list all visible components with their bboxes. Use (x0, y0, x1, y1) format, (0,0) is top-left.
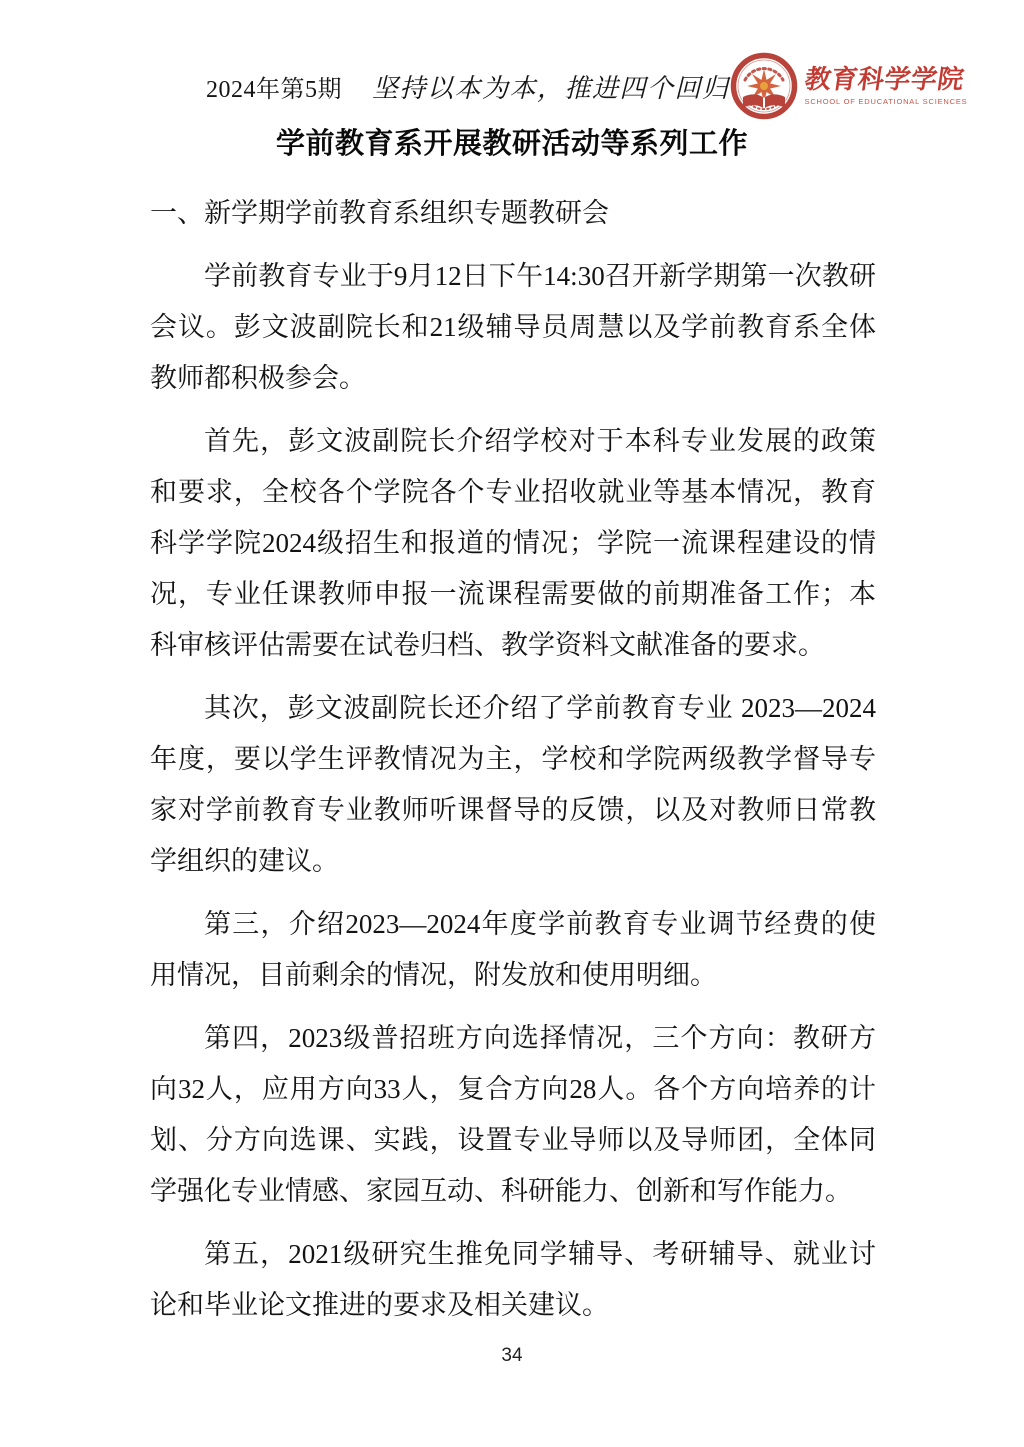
paragraph-3: 其次，彭文波副院长还介绍了学前教育专业 2023—2024 年度，要以学生评教情况为主，学校和学院两级教学督导专家对学前教育专业教师听课督导的反馈，以及对教师日常教学组织的建议。 (150, 693, 876, 876)
school-name-english: SCHOOL OF EDUCATIONAL SCIENCES (804, 96, 968, 106)
paragraph-2: 首先，彭文波副院长介绍学校对于本科专业发展的政策和要求，全校各个学院各个专业招收就业等基本情况，教育科学学院2024级招生和报道的情况；学院一流课程建设的情况，专业任课教师申报一流课程需要做的前期准备工作；本科审核评估需要在试卷归档、教学资料文献准备的要求。 (150, 426, 876, 660)
page-number: 34 (501, 1345, 523, 1366)
paragraph-5: 第四，2023级普招班方向选择情况，三个方向：教研方向32人，应用方向33人，复合方向28人。各个方向培养的计划、分方向选课、实践，设置专业导师以及导师团，全体同学强化专业情感、家园互动、科研能力、创新和写作能力。 (150, 1023, 876, 1206)
school-emblem-icon (730, 52, 798, 120)
header-slogan: 坚持以本为本，推进四个回归 (372, 73, 730, 103)
article-title: 学前教育系开展教研活动等系列工作 (275, 128, 748, 160)
article-body (150, 187, 876, 1331)
section-heading: 一、新学期学前教育系组织专题教研会 (150, 198, 609, 228)
paragraph-4: 第三，介绍2023—2024年度学前教育专业调节经费的使用情况，目前剩余的情况，附发放和使用明细。 (150, 909, 876, 990)
school-name: 教育科学学院 (802, 65, 966, 95)
school-logo (730, 52, 968, 120)
school-logo-text (802, 65, 968, 106)
page-footer (0, 1345, 1024, 1367)
issue-number: 2024年第5期 (206, 76, 342, 103)
paragraph-6: 第五，2021级研究生推免同学辅导、考研辅导、就业讨论和毕业论文推进的要求及相关建议。 (150, 1239, 876, 1320)
paragraph-1: 学前教育专业于9月12日下午14:30召开新学期第一次教研会议。彭文波副院长和21级辅导员周慧以及学前教育系全体教师都积极参会。 (150, 261, 876, 393)
page-header (150, 48, 968, 124)
